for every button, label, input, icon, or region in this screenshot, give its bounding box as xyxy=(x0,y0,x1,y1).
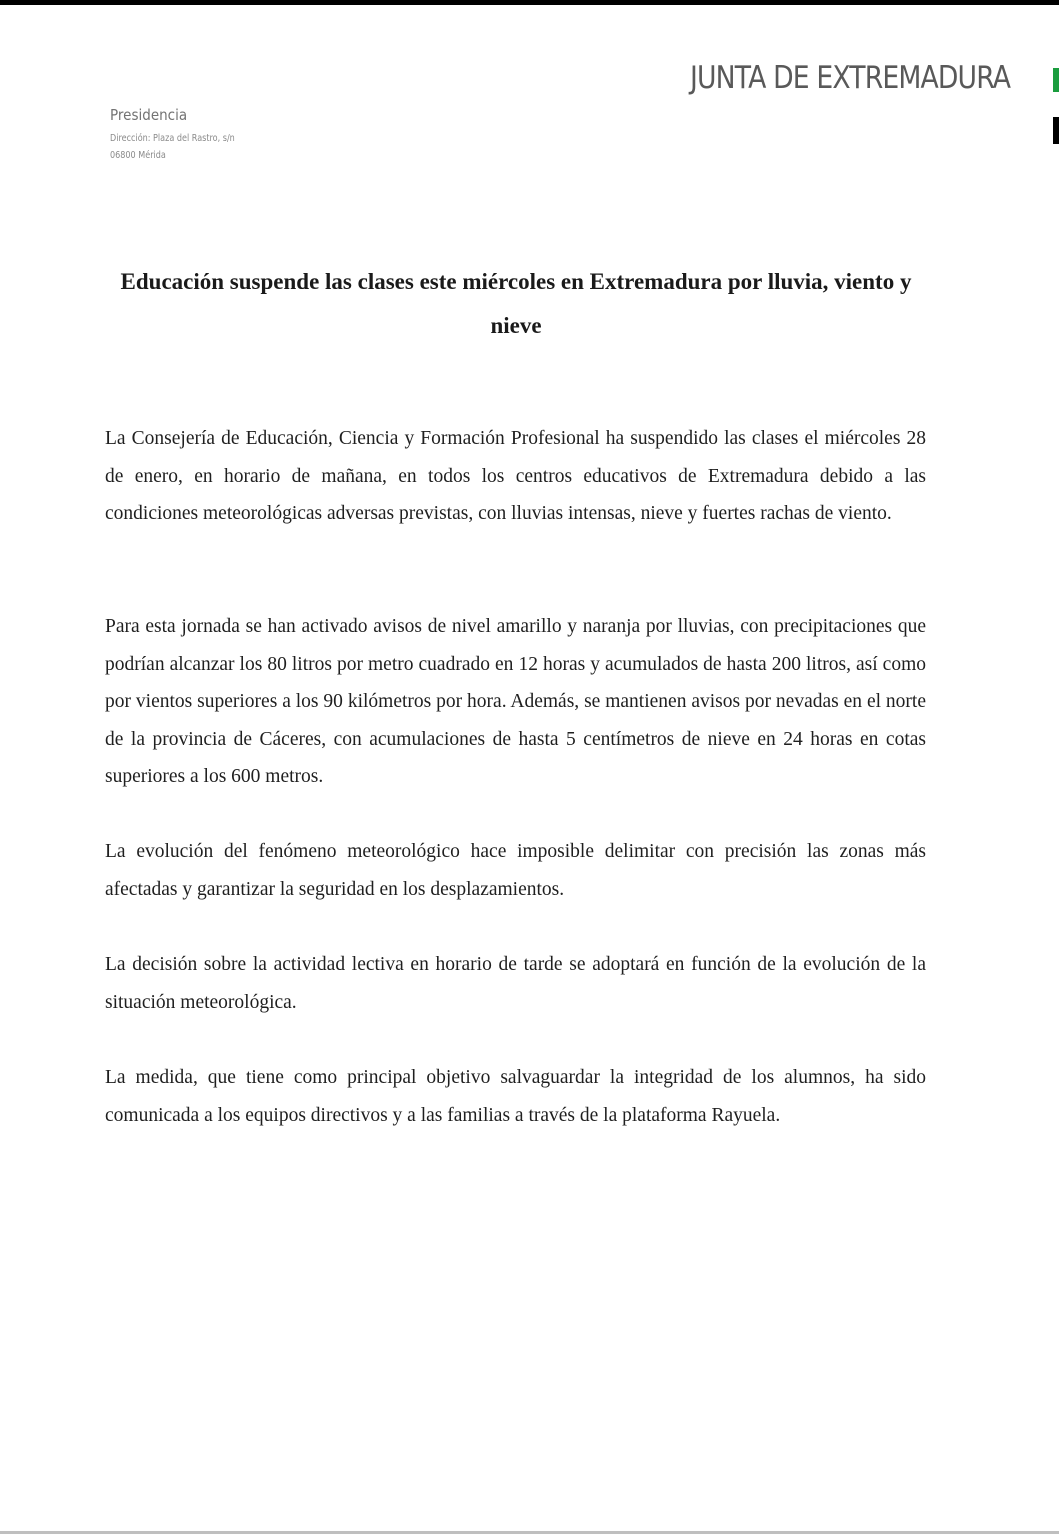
body-paragraph: La decisión sobre la actividad lectiva en horario de tarde se adoptará en función de la evolución de la situación meteorológica. xyxy=(105,954,926,1013)
department-name: Presidencia xyxy=(110,106,188,124)
flag-black-stripe xyxy=(1053,117,1059,144)
organization-logo-text: JUNTA DE EXTREMADURA xyxy=(690,60,1011,96)
top-border xyxy=(0,0,1059,5)
press-release-headline: Educación suspende las clases este miércoles en Extremadura por lluvia, viento y nieve xyxy=(120,269,912,338)
body-paragraph: La Consejería de Educación, Ciencia y Formación Profesional ha suspendido las clases el miércoles 28 de enero, en horario de mañana, en todos los centros educativos de Extremadura debido a las condiciones meteorológicas adversas previstas, con lluvias intensas, nieve y fuertes rachas de viento. xyxy=(105,428,926,524)
address-street: Dirección: Plaza del Rastro, s/n xyxy=(110,133,235,144)
flag-green-stripe xyxy=(1053,68,1059,92)
body-paragraph: La evolución del fenómeno meteorológico hace imposible delimitar con precisión las zonas más afectadas y garantizar la seguridad en los desplazamientos. xyxy=(105,841,926,900)
address-postal: 06800 Mérida xyxy=(110,150,166,161)
body-paragraph: La medida, que tiene como principal objetivo salvaguardar la integridad de los alumnos, ha sido comunicada a los equipos directivos y a las familias a través de la plataforma Rayuela. xyxy=(105,1067,926,1126)
body-paragraph: Para esta jornada se han activado avisos de nivel amarillo y naranja por lluvias, con precipitaciones que podrían alcanzar los 80 litros por metro cuadrado en 12 horas y acumulados de hasta 200 litros, así como por vientos superiores a los 90 kilómetros por hora. Además, se mantienen avisos por nevadas en el norte de la provincia de Cáceres, con acumulaciones de hasta 5 centímetros de nieve en 24 horas en cotas superiores a los 600 metros. xyxy=(105,616,926,787)
